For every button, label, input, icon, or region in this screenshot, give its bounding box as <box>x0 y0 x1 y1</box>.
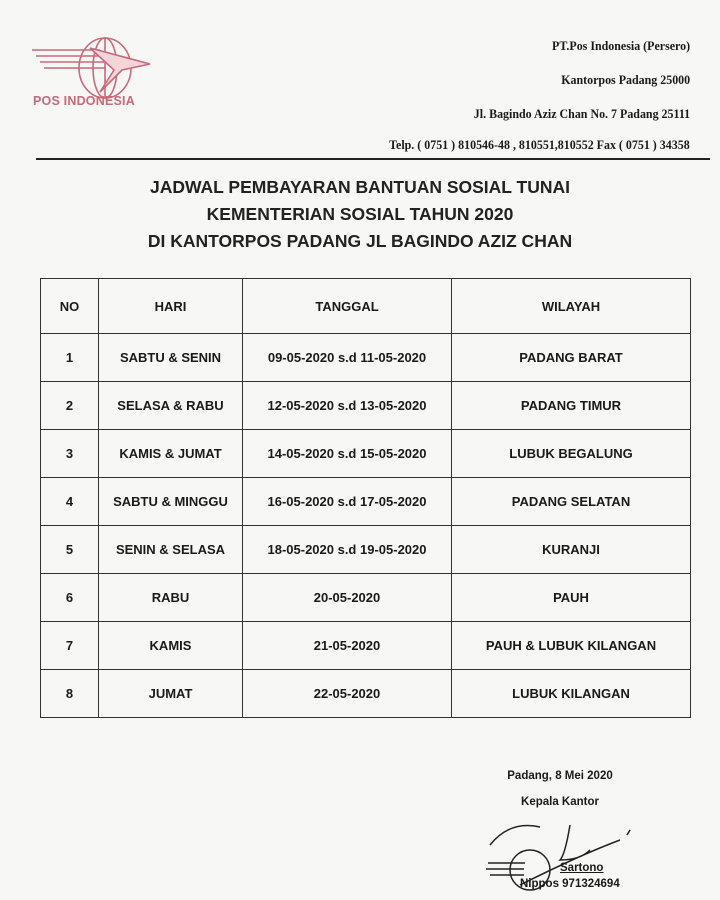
cell-no: 2 <box>41 382 99 430</box>
cell-hari: SELASA & RABU <box>99 382 243 430</box>
title-line-1: JADWAL PEMBAYARAN BANTUAN SOSIAL TUNAI <box>149 177 571 197</box>
cell-no: 1 <box>41 334 99 382</box>
cell-no: 6 <box>41 574 99 622</box>
cell-tanggal: 16-05-2020 s.d 17-05-2020 <box>243 478 452 526</box>
contact: Telp. ( 0751 ) 810546-48 , 810551,810552 Fax ( 0751 ) 34358 <box>389 137 690 152</box>
cell-hari: SABTU & SENIN <box>99 334 243 382</box>
header-no: NO <box>41 279 99 334</box>
table-row <box>41 382 691 430</box>
cell-tanggal: 14-05-2020 s.d 15-05-2020 <box>243 430 452 478</box>
cell-tanggal: 20-05-2020 <box>243 574 452 622</box>
header-wilayah: WILAYAH <box>452 279 691 334</box>
cell-tanggal: 18-05-2020 s.d 19-05-2020 <box>243 526 452 574</box>
cell-no: 4 <box>41 478 99 526</box>
cell-wilayah: LUBUK BEGALUNG <box>452 430 691 478</box>
cell-wilayah: LUBUK KILANGAN <box>452 670 691 718</box>
cell-hari: KAMIS <box>99 622 243 670</box>
cell-tanggal: 12-05-2020 s.d 13-05-2020 <box>243 382 452 430</box>
table-row <box>41 478 691 526</box>
cell-wilayah: KURANJI <box>452 526 691 574</box>
schedule-table <box>40 278 691 718</box>
cell-hari: SENIN & SELASA <box>99 526 243 574</box>
address: Jl. Bagindo Aziz Chan No. 7 Padang 25111 <box>473 106 690 121</box>
cell-wilayah: PADANG TIMUR <box>452 382 691 430</box>
title-line-2: KEMENTERIAN SOSIAL TAHUN 2020 <box>206 204 514 224</box>
table-header <box>41 279 691 334</box>
cell-tanggal: 22-05-2020 <box>243 670 452 718</box>
table-row <box>41 670 691 718</box>
cell-no: 3 <box>41 430 99 478</box>
header-divider <box>36 158 710 160</box>
table-row <box>41 526 691 574</box>
cell-wilayah: PADANG SELATAN <box>452 478 691 526</box>
cell-no: 5 <box>41 526 99 574</box>
logo-text: POS INDONESIA <box>33 94 135 108</box>
cell-wilayah: PADANG BARAT <box>452 334 691 382</box>
cell-tanggal: 09-05-2020 s.d 11-05-2020 <box>243 334 452 382</box>
title-line-3: DI KANTORPOS PADANG JL BAGINDO AZIZ CHAN <box>147 231 573 251</box>
cell-hari: RABU <box>99 574 243 622</box>
table-row <box>41 622 691 670</box>
cell-hari: KAMIS & JUMAT <box>99 430 243 478</box>
cell-no: 8 <box>41 670 99 718</box>
table-row <box>41 334 691 382</box>
cell-wilayah: PAUH & LUBUK KILANGAN <box>452 622 691 670</box>
cell-tanggal: 21-05-2020 <box>243 622 452 670</box>
cell-hari: JUMAT <box>99 670 243 718</box>
cell-no: 7 <box>41 622 99 670</box>
office-name: Kantorpos Padang 25000 <box>561 72 690 87</box>
table-row <box>41 430 691 478</box>
header-hari: HARI <box>99 279 243 334</box>
signatory-name: Sartono <box>560 862 604 874</box>
position: Kepala Kantor <box>521 796 599 808</box>
cell-hari: SABTU & MINGGU <box>99 478 243 526</box>
header-tanggal: TANGGAL <box>243 279 452 334</box>
cell-wilayah: PAUH <box>452 574 691 622</box>
nippos: Nippos 971324694 <box>520 878 620 890</box>
place-date: Padang, 8 Mei 2020 <box>507 770 613 782</box>
table-row <box>41 574 691 622</box>
company-name: PT.Pos Indonesia (Persero) <box>551 38 690 53</box>
